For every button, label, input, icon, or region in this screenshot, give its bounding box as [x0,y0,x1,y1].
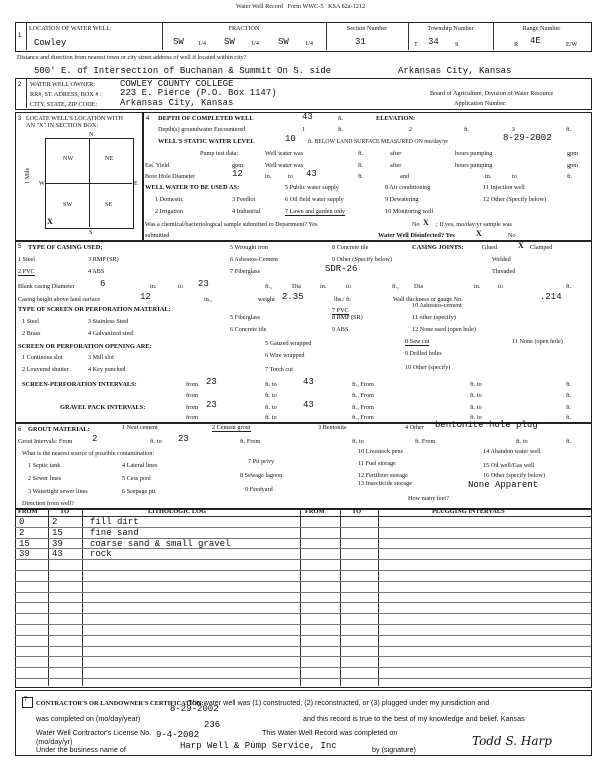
grout-cement-selected: 2 Cement grout [212,424,251,431]
wall-thickness-value: .214 [540,292,562,302]
log-row-line [15,613,591,614]
township-label: Township Number [427,25,474,32]
log-row-line [15,570,591,571]
location-x-mark: X [47,217,53,226]
blank-diameter-value: 6 [100,279,106,289]
log-row-line [15,667,591,668]
log-to-cell: 39 [52,538,63,549]
gravel-from-value: 23 [206,400,217,410]
bore-diameter-value: 12 [232,169,243,179]
log-from-cell: 0 [19,517,25,527]
fraction-label: FRACTION [228,25,260,32]
owner-label: WATER WELL OWNER: [30,81,95,88]
depth-value: 43 [302,112,313,122]
screen-from-value: 23 [206,377,217,387]
section-value: 31 [355,37,366,47]
license-value: 236 [204,720,221,730]
static-date-value: 8-29-2002 [503,133,552,143]
board-label: Board of Agriculture, Division of Water Resource [430,90,554,97]
log-desc-cell: fine sand [90,527,139,538]
log-to-cell: 15 [52,527,63,538]
log-row-line [15,602,591,603]
signature: Todd S. Harp [472,734,552,748]
owner-value: COWLEY COUNTY COLLEGE [120,79,234,89]
range-value: 4E [530,36,541,46]
log-row-line [15,581,591,582]
screen-to-value: 43 [303,377,314,387]
fraction-1: SW [173,37,184,47]
log-desc-cell: fill dirt [90,517,139,527]
log-to-cell: 43 [52,549,63,560]
log-row-line [15,646,591,647]
casing-pvc-selected: 2 PVC [18,268,35,275]
log-from-cell: 2 [19,527,25,538]
township-value: 34 [428,37,439,47]
chem-no-x: X [423,218,429,227]
log-row-line [15,678,591,679]
location-label: LOCATION OF WATER WELL: [29,25,112,32]
static-level-value: 10 [285,134,296,144]
grout-other-value: bentonite hole plug [435,420,538,430]
application-label: Application Number: [454,100,507,107]
log-row-line [15,592,591,593]
record-date-value: 9-4-2002 [156,730,200,740]
distance-label: Distance and direction from nearest town or city street address of well if located within city? [17,54,247,61]
section-number: 1 [18,33,22,39]
fraction-2: SW [224,37,235,47]
screen-pvc-selected: 7 PVC [332,307,349,314]
bore-to-value: 43 [306,169,317,179]
disinfected-x: X [476,229,482,238]
opening-saw-cut-selected: 8 Saw cut [405,338,430,345]
log-row-line [15,656,591,657]
log-from-cell: 15 [19,538,30,549]
use-lawn-garden-selected: 7 Lawn and garden only [285,208,346,215]
form-title: Water Well Record Form WWC-5 KSA 82a-1212 [236,3,366,10]
city-value: Arkansas City, Kansas [120,98,234,108]
gravel-to-value: 43 [303,400,314,410]
range-label: Range Number [522,25,561,32]
city-label: CITY, STATE, ZIP CODE: [30,101,98,108]
grout-to-value: 23 [178,434,189,444]
fraction-3: SW [278,37,289,47]
weight-value: 2.35 [282,292,304,302]
casing-other-value: SDR-26 [325,264,358,274]
distance-value: 500' E. of Intersection of Buchanan & Summit On S. side [34,66,332,76]
grout-from-value: 2 [92,434,98,444]
log-row-line [15,624,591,625]
constructed-date-value: 8-29-2002 [170,704,219,714]
business-name-value: Harp Well & Pump Service, Inc [180,741,337,751]
casing-height-value: 12 [140,292,151,302]
county-value: Cowley [34,38,67,48]
glued-x: X [518,241,524,250]
log-desc-cell: coarse sand & small gravel [90,538,231,549]
log-desc-cell: rock [90,549,112,560]
distance-city: Arkansas City, Kansas [398,66,512,76]
contamination-other-value: None Apparent [468,480,539,490]
log-from-cell: 39 [19,549,30,560]
section-number-label: Section Number [346,25,388,32]
log-row-line [15,635,591,636]
address-label: RR#, ST. ADRESS, BOX # : [30,91,102,98]
log-to-cell: 2 [52,517,58,527]
address-value: 223 E. Pierce (P.O. Box 1147) [120,88,277,98]
blank-to-value: 23 [198,279,209,289]
